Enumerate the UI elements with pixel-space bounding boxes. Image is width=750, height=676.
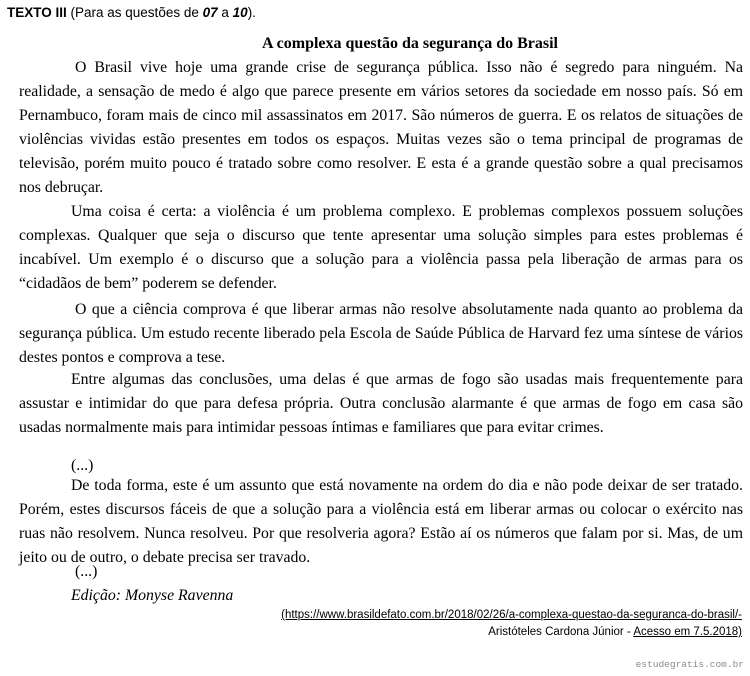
ellipsis-2: (...) bbox=[75, 563, 98, 580]
header-from: 07 bbox=[202, 5, 218, 20]
source-author: Aristóteles Cardona Júnior - bbox=[488, 626, 634, 638]
source-author-line bbox=[488, 626, 742, 638]
paragraph-3: O que a ciência comprova é que liberar armas não resolve absolutamente nada quanto ao problema da segurança pública. Um estudo recente liberado pela Escola de Saúde Pública de Harvard fez uma síntese de vários destes pontos e comprova a tese. bbox=[19, 301, 743, 366]
header-pre: (Para as questões de bbox=[66, 5, 203, 20]
paragraph-5: De toda forma, este é um assunto que está novamente na ordem do dia e não pode deixar de ser tratado. Porém, estes discursos fáceis de que a solução para a violência está em liberar armas ou colocar o exército nas ruas não resolvem. Nunca resolveu. Por que resolveria agora? Estão aí os números que falam por si. Mas, de um jeito ou de outro, o debate precisa ser travado. bbox=[19, 477, 743, 566]
header-label: TEXTO III bbox=[7, 5, 67, 20]
edition-credit: Edição: Monyse Ravenna bbox=[71, 587, 234, 604]
header-mid: a bbox=[217, 5, 233, 20]
header-to: 10 bbox=[232, 5, 248, 20]
paragraph-4: Entre algumas das conclusões, uma delas é que armas de fogo são usadas mais frequentemente para assustar e intimidar do que para defesa própria. Outra conclusão alarmante é que armas de fogo em casa são usadas normalmente mais para intimidar pessoas íntimas e familiares que para evitar crimes. bbox=[19, 371, 743, 436]
source-url[interactable] bbox=[281, 609, 742, 621]
paragraph-2: Uma coisa é certa: a violência é um problema complexo. E problemas complexos possuem soluções complexas. Qualquer que seja o discurso que tente apresentar uma solução simples para estes problemas é incabível. Um exemplo é o discurso que a solução para a violência passa pela liberação de armas para os “cidadãos de bem” poderem se defender. bbox=[19, 203, 743, 292]
paragraph-1: O Brasil vive hoje uma grande crise de segurança pública. Isso não é segredo para ninguém. Na realidade, a sensação de medo é algo que parece presente em vários setores da sociedade em nosso país. Só em Pernambuco, foram mais de cinco mil assassinatos em 2017. São números de guerra. E os relatos de situações de violências vividas estão presentes em todos os espaços. Muitas vezes são o tema principal de programas de televisão, porém muito pouco é tratado sobre como resolver. E esta é a grande questão sobre a qual precisamos nos debruçar. bbox=[19, 59, 743, 196]
ellipsis-1: (...) bbox=[71, 457, 94, 474]
watermark: estudegratis.com.br bbox=[635, 659, 744, 670]
header-post: ). bbox=[247, 5, 256, 20]
question-header bbox=[7, 5, 256, 20]
article-title: A complexa questão da segurança do Brasil bbox=[261, 35, 558, 52]
source-access-date: Acesso em 7.5.2018) bbox=[633, 626, 742, 638]
source-url-link[interactable]: (https://www.brasildefato.com.br/2018/02/26/a-complexa-questao-da-seguranca-do-brasil/- bbox=[281, 609, 742, 621]
